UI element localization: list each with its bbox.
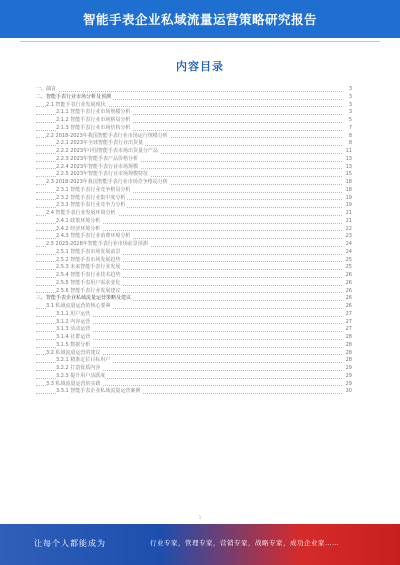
toc-entry-text: 2.2.1 2023年全球智能手表行业出货量 <box>56 140 144 147</box>
toc-entry-page: 28 <box>345 357 352 364</box>
toc-entry[interactable] <box>36 148 352 156</box>
footer-slogan-right: 行业专家，管理专家，营销专家，战略专家，成功企业家…… <box>150 539 339 547</box>
toc-entry-text: 3.1.2 内容运营 <box>56 318 91 325</box>
toc-entry-page: 21 <box>345 217 352 224</box>
toc-entry[interactable] <box>36 311 352 319</box>
toc-entry-text: 2.1.3 智能手表行业市场结构分析 <box>56 124 131 131</box>
toc-entry[interactable] <box>36 272 352 280</box>
toc-entry-page: 28 <box>345 349 352 356</box>
toc-entry[interactable] <box>36 241 352 249</box>
toc-entry-text: 3.1.1 用户运营 <box>56 310 91 317</box>
toc-leader-dots <box>36 91 342 92</box>
toc-entry-page: 25 <box>345 264 352 271</box>
toc-entry-page: 8 <box>348 140 352 147</box>
toc-entry-page: 18 <box>345 179 352 185</box>
toc-entry-page: 15 <box>345 171 352 178</box>
toc-entry-page: 24 <box>345 241 352 247</box>
toc-entry-page: 19 <box>345 194 352 201</box>
toc-entry-page: 11 <box>345 148 352 154</box>
toc-entry-text: 二、智能手表行业市场分析及预测 <box>36 93 112 100</box>
toc-entry[interactable] <box>36 86 352 94</box>
toc-entry-text: 2.3.2 智能手表行业集中度分析 <box>56 194 126 201</box>
toc-entry[interactable] <box>36 388 352 396</box>
toc-entry-text: 2.2 2018-2023年我国智能手表行业市场运行规模分析 <box>46 132 168 139</box>
toc-entry-text: 2.4.2 经济环境分析 <box>56 225 101 232</box>
toc-entry-text: 2.2.5 2023年智能手表行业市场规模特征 <box>56 171 149 178</box>
toc-entry-page: 18 <box>345 186 352 193</box>
toc-entry[interactable] <box>36 334 352 342</box>
header-bar <box>0 0 400 38</box>
toc-entry-text: 2.5.1 智能手表市场发展前景 <box>56 248 121 255</box>
toc-entry-text: 2.4 智能手表行业发展环境分析 <box>46 210 116 216</box>
toc-entry-page: 26 <box>345 279 352 286</box>
document-title: 智能手表企业私域流量运营策略研究报告 <box>82 12 317 27</box>
toc-entry-text: 2.3.3 智能手表行业竞争力分析 <box>56 202 126 209</box>
toc-entry[interactable] <box>36 202 352 210</box>
toc-entry-text: 2.5.6 智能手表行业发展建议 <box>56 287 121 294</box>
toc-entry-page: 25 <box>345 256 352 263</box>
toc-entry-text: 2.5.3 未来智能手表行业发展 <box>56 264 121 271</box>
toc-entry[interactable] <box>36 233 352 241</box>
toc-entry-page: 29 <box>345 380 352 387</box>
toc-entry[interactable] <box>36 140 352 148</box>
toc-entry[interactable] <box>36 109 352 117</box>
toc-entry[interactable] <box>36 295 352 303</box>
toc-entry-page: 5 <box>348 117 352 123</box>
toc-entry[interactable] <box>36 326 352 334</box>
toc-entry-text: 2.5.5 智能手表用户需求变化 <box>56 279 121 286</box>
toc-entry-text: 3.3 私域流量运营的实践 <box>46 380 101 387</box>
toc-entry-page: 29 <box>345 372 352 379</box>
toc-entry-text: 2.3 2018-2023年我国智能手表行业市场竞争格局分析 <box>46 179 168 185</box>
toc-entry-page: 27 <box>345 318 352 325</box>
toc-entry-page: 26 <box>345 295 352 302</box>
toc-entry-page: 28 <box>345 334 352 340</box>
toc-entry[interactable] <box>36 156 352 164</box>
toc-entry-page: 3 <box>348 86 352 92</box>
toc-entry-page: 8 <box>348 132 352 139</box>
toc-entry-text: 2.1 智能手表行业发展现状 <box>46 101 106 108</box>
toc-entry-page: 28 <box>345 341 352 348</box>
toc-entry-text: 2.5.4 智能手表行业技术趋势 <box>56 272 121 278</box>
toc-entry-text: 2.1.1 智能手表行业市场规模分析 <box>56 109 131 116</box>
footer-banner <box>0 524 400 565</box>
toc-entry[interactable] <box>36 373 352 381</box>
toc-entry-text: 3.3.1 智能手表企业私域流量运营案例 <box>56 388 141 395</box>
toc-entry-page: 29 <box>345 365 352 371</box>
toc-entry-text: 2.2.2 2023年中国智能手表市场出货量分产品 <box>56 148 159 154</box>
toc-entry[interactable] <box>36 171 352 179</box>
toc-entry-text: 3.2.1 精准定位目标用户 <box>56 357 111 364</box>
header-divider <box>20 41 380 42</box>
toc-entry-page: 7 <box>348 124 352 131</box>
toc-entry-page: 23 <box>345 233 352 240</box>
toc-entry-page: 3 <box>348 101 352 108</box>
toc-entry-text: 2.2.4 2023年智能手表行业市场规模 <box>56 163 139 170</box>
toc-entry-text: 3.2.2 打造优质内容 <box>56 365 101 371</box>
toc-entry-text: 2.4.1 政策环境分析 <box>56 217 101 224</box>
toc-entry-page: 19 <box>345 202 352 209</box>
toc-entry-page: 24 <box>345 248 352 255</box>
toc-entry[interactable] <box>36 249 352 257</box>
toc-entry-page: 27 <box>345 326 352 333</box>
toc-entry[interactable] <box>36 187 352 195</box>
toc-entry-page: 13 <box>345 163 352 170</box>
toc-entry-text: 一、前言 <box>36 86 57 92</box>
toc-entry-text: 2.1.2 智能手表行业市场格局分析 <box>56 117 131 123</box>
toc-entry-page: 3 <box>348 93 352 100</box>
toc-entry-page: 21 <box>345 210 352 216</box>
toc-entry-page: 22 <box>345 225 352 232</box>
toc-entry[interactable] <box>36 280 352 288</box>
toc-entry-text: 2.2.3 2023年智能手表产品价格分析 <box>56 155 139 162</box>
toc-entry-page: 3 <box>348 109 352 116</box>
toc-entry[interactable] <box>36 94 352 102</box>
toc-entry-page: 27 <box>345 310 352 317</box>
toc-entry[interactable] <box>36 342 352 350</box>
toc-entry[interactable] <box>36 303 352 311</box>
toc-entry[interactable] <box>36 218 352 226</box>
toc-entry-text: 2.4.3 智能手表行业消费环境分析 <box>56 233 131 240</box>
toc-entry[interactable] <box>36 179 352 187</box>
toc-entry-text: 2.5.2 智能手表市场发展趋势 <box>56 256 121 263</box>
toc-entry-text: 2.5 2023-2028年智能手表行业市场前景预测 <box>46 241 148 247</box>
toc-entry-text: 3.2.3 提升用户活跃度 <box>56 372 106 379</box>
toc-entry-page: 26 <box>345 272 352 278</box>
toc-entry-text: 3.2 私域流量运营的建议 <box>46 349 101 356</box>
toc-entry-page: 26 <box>345 287 352 294</box>
toc-entry-text: 3.1.5 数据分析 <box>56 341 91 348</box>
toc-entry-page: 13 <box>345 155 352 162</box>
toc-entry[interactable] <box>36 365 352 373</box>
toc-entry-text: 三、智能手表企业私域流量运营策略及建议 <box>36 295 132 302</box>
toc-entry[interactable] <box>36 264 352 272</box>
toc-entry[interactable] <box>36 125 352 133</box>
toc-entry-text: 2.3.1 智能手表行业竞争格局分析 <box>56 186 131 193</box>
toc-entry-page: 26 <box>345 303 352 309</box>
table-of-contents <box>36 86 352 396</box>
page-number: 1 <box>198 515 202 520</box>
toc-entry[interactable] <box>36 210 352 218</box>
toc-entry-text: 3.1.3 活动运营 <box>56 326 91 333</box>
toc-entry[interactable] <box>36 357 352 365</box>
toc-entry[interactable] <box>36 117 352 125</box>
toc-entry-text: 3.1.4 社群运营 <box>56 334 91 340</box>
toc-entry-text: 3.1 私域流量运营的核心要素 <box>46 303 111 309</box>
toc-entry-page: 30 <box>345 388 352 395</box>
toc-heading: 内容目录 <box>176 60 224 73</box>
footer-slogan-left: 让每个人都能成为 <box>34 539 106 548</box>
